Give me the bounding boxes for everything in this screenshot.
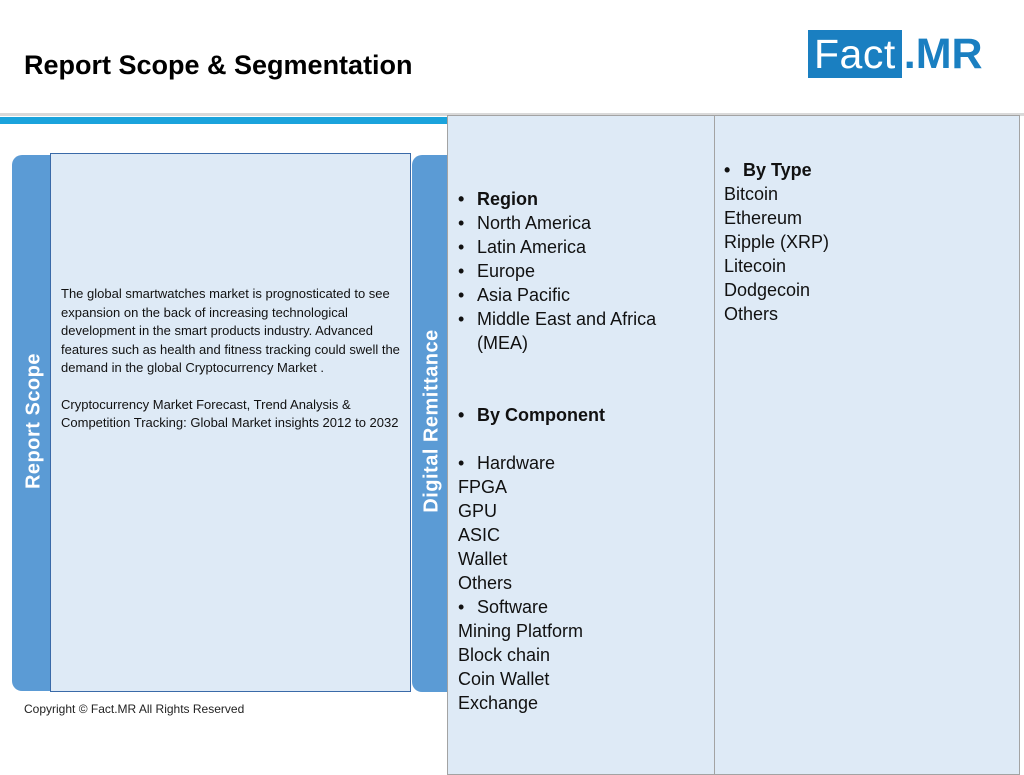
list-item: Others xyxy=(724,304,779,324)
report-scope-label: Report Scope xyxy=(22,352,45,490)
header-accent-bar xyxy=(0,117,448,124)
list-item: Dodgecoin xyxy=(724,280,811,300)
list-item: • Latin America xyxy=(458,235,708,259)
scope-paragraph-2: Cryptocurrency Market Forecast, Trend Analysis & Competition Tracking: Global Market insights 2012 to 2032 xyxy=(61,396,399,430)
scope-paragraph-1: The global smartwatches market is prognosticated to see expansion on the back of increasing technological development in the smart products industry. Advanced features such as health and fitness tracking could swell the demand in the global Cryptocurrency Market . xyxy=(61,286,400,375)
list-item: FPGA xyxy=(458,477,508,497)
spacer xyxy=(458,379,708,403)
list-item: Exchange xyxy=(458,693,539,713)
list-item: Others xyxy=(458,573,513,593)
list-item: • Asia Pacific xyxy=(458,283,708,307)
list-item: Block chain xyxy=(458,645,551,665)
list-item: Ethereum xyxy=(724,208,803,228)
hardware-label: • Hardware xyxy=(458,451,708,475)
list-item: • North America xyxy=(458,211,708,235)
list-item: GPU xyxy=(458,501,498,521)
list-item: • Europe xyxy=(458,259,708,283)
type-heading: • By Type xyxy=(724,158,1004,182)
digital-remittance-label: Digital Remittance xyxy=(420,329,443,513)
list-item: • Middle East and Africa (MEA) xyxy=(458,307,708,355)
list-item: Wallet xyxy=(458,549,508,569)
list-item: Litecoin xyxy=(724,256,787,276)
list-item: Mining Platform xyxy=(458,621,584,641)
logo-suffix-text: .MR xyxy=(903,30,983,78)
list-item: Ripple (XRP) xyxy=(724,232,830,252)
list-item: Coin Wallet xyxy=(458,669,550,689)
page-title: Report Scope & Segmentation xyxy=(24,50,413,80)
spacer xyxy=(458,355,708,379)
region-component-list xyxy=(458,187,708,715)
list-item: ASIC xyxy=(458,525,501,545)
component-heading: • By Component xyxy=(458,403,708,427)
list-item: Bitcoin xyxy=(724,184,779,204)
region-heading: • Region xyxy=(458,187,708,211)
fact-mr-logo xyxy=(808,30,983,78)
software-label: • Software xyxy=(458,595,708,619)
copyright-footer: Copyright © Fact.MR All Rights Reserved xyxy=(24,702,245,716)
report-scope-text xyxy=(61,285,406,451)
logo-main-text: Fact xyxy=(808,30,902,78)
type-list xyxy=(724,158,1004,326)
spacer xyxy=(458,427,708,451)
